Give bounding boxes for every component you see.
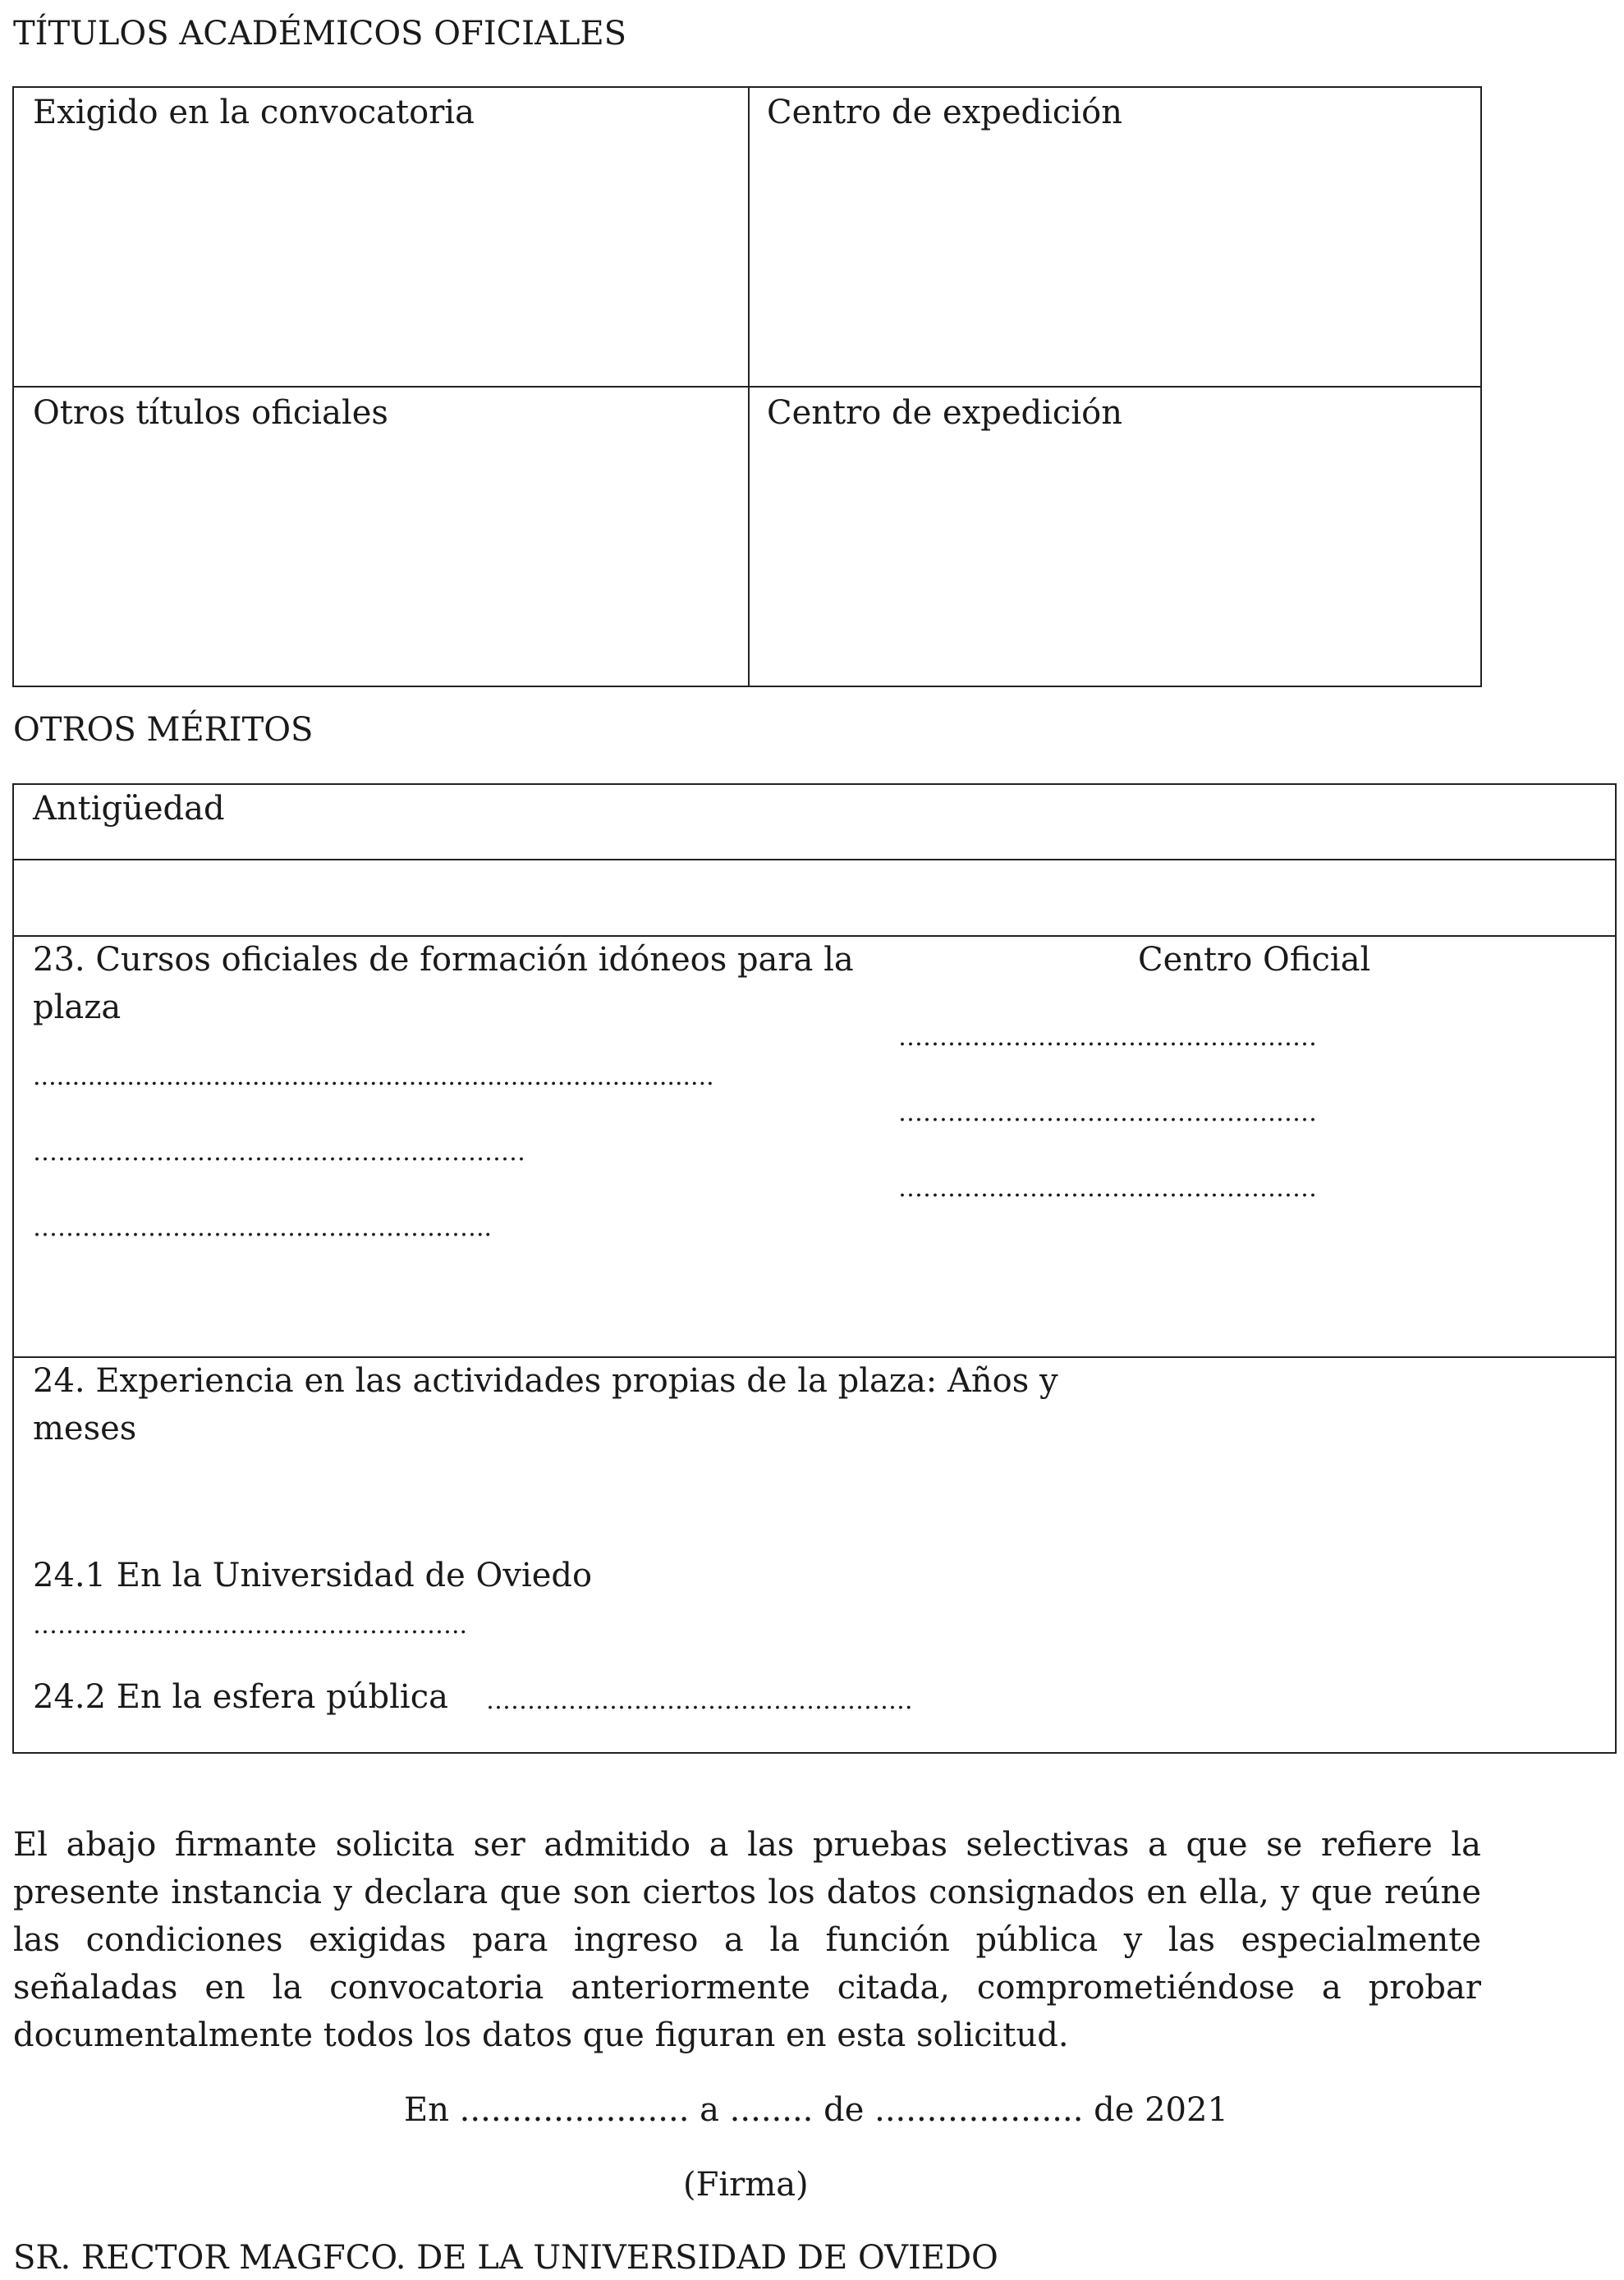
oviedo-dots: ……………………………………………..: [33, 1611, 468, 1640]
meritos-row-divider-3: [12, 1356, 1617, 1358]
experiencia-title-line2: meses: [33, 1410, 137, 1447]
antiguedad-label: Antigüedad: [33, 790, 225, 828]
cursos-title-line2: plaza: [33, 989, 122, 1026]
destinatario: SR. RECTOR MAGFCO. DE LA UNIVERSIDAD DE OVIEDO: [13, 2239, 998, 2277]
centro-expedicion-label-1: Centro de expedición: [767, 94, 1122, 131]
firma-label: (Firma): [683, 2166, 809, 2204]
meritos-table: [12, 783, 1617, 1754]
declaracion-paragraph: El abajo firmante solicita ser admitido a las pruebas selectivas a que se refiere la presente instancia y declara que son ciertos los datos consignados en ella, y que reúne las condiciones exigidas para ingreso a la función pública y las especialmente señaladas en la convocatoria anteriormente citada, comprometiéndose a probar documentalmente todos los datos que figuran en esta solicitud.: [13, 1826, 1481, 2054]
titulos-table-row-divider: [12, 386, 1482, 388]
exigido-label: Exigido en la convocatoria: [33, 94, 475, 131]
publica-dots: …………………………………………….: [486, 1686, 913, 1715]
oviedo-label: 24.1 En la Universidad de Oviedo: [33, 1557, 593, 1594]
centro-dots-line-2: ……………………………………………: [898, 1099, 1317, 1127]
centro-dots-line-1: ……………………………………………: [898, 1023, 1317, 1052]
curso-dots-line-3: ………………………………………………..: [33, 1213, 493, 1242]
centro-oficial-label: Centro Oficial: [1138, 941, 1371, 979]
curso-dots-line-1: .......................................................................................: [33, 1062, 714, 1091]
centro-dots-line-3: ……………………………………………: [898, 1174, 1317, 1203]
meritos-heading: OTROS MÉRITOS: [13, 711, 314, 749]
otros-titulos-label: Otros títulos oficiales: [33, 394, 388, 432]
cursos-title-line1: 23. Cursos oficiales de formación idóneos para la: [33, 941, 854, 979]
curso-dots-line-2: ……………………………………………………: [33, 1138, 525, 1167]
titulos-heading: TÍTULOS ACADÉMICOS OFICIALES: [13, 15, 627, 53]
experiencia-title-line1: 24. Experiencia en las actividades propias de la plaza: Años y: [33, 1362, 1058, 1400]
meritos-row-divider-1: [12, 859, 1617, 860]
centro-expedicion-label-2: Centro de expedición: [767, 394, 1122, 432]
meritos-row-divider-2: [12, 935, 1617, 937]
fecha-line: En ...................... a ........ de .................... de 2021: [404, 2091, 1228, 2129]
publica-label: 24.2 En la esfera pública: [33, 1678, 448, 1716]
